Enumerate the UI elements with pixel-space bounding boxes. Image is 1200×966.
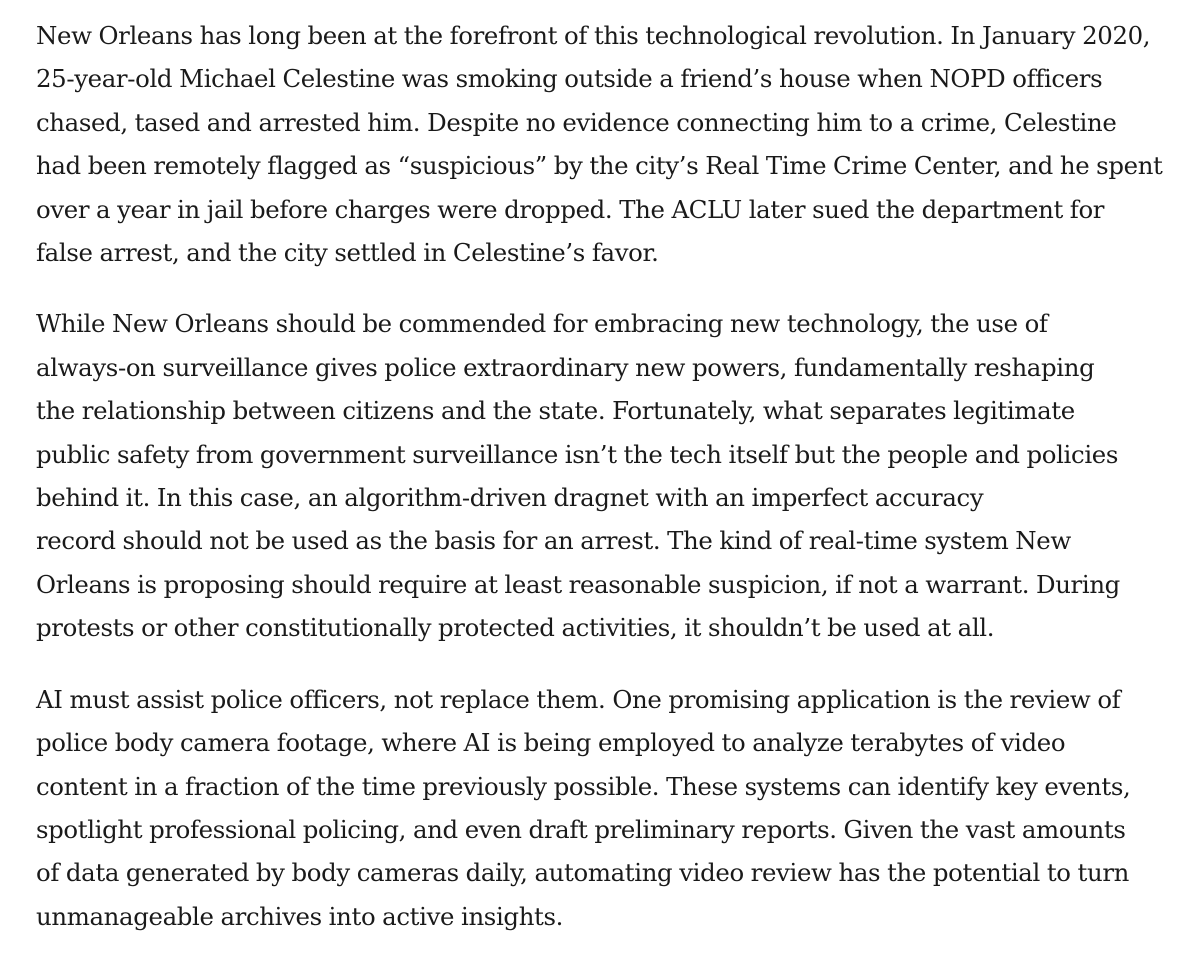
text-line: protests or other constitutionally protected activities, it shouldn’t be used at all. bbox=[36, 613, 995, 643]
text-line: public safety from government surveillance isn’t the tech itself but the people and policies bbox=[36, 439, 1119, 469]
paragraph-2 bbox=[36, 302, 1186, 649]
text-line: unmanageable archives into active insights. bbox=[36, 901, 564, 931]
text-line: the relationship between citizens and the state. Fortunately, what separates legitimate bbox=[36, 396, 1075, 426]
paragraph-1 bbox=[36, 14, 1186, 274]
text-line: While New Orleans should be commended for embracing new technology, the use of bbox=[36, 309, 1048, 339]
text-line: New Orleans has long been at the forefront of this technological revolution. In January 2020, bbox=[36, 21, 1151, 50]
text-line: false arrest, and the city settled in Celestine’s favor. bbox=[36, 238, 659, 268]
paragraph-3 bbox=[36, 678, 1186, 938]
text-line: Orleans is proposing should require at least reasonable suspicion, if not a warrant. During bbox=[36, 569, 1120, 599]
text-line: content in a fraction of the time previously possible. These systems can identify key events, bbox=[36, 771, 1131, 801]
text-line: record should not be used as the basis for an arrest. The kind of real-time system New bbox=[36, 526, 1071, 556]
article-body bbox=[36, 14, 1186, 966]
text-line: spotlight professional policing, and even draft preliminary reports. Given the vast amounts bbox=[36, 814, 1126, 844]
text-line: AI must assist police officers, not replace them. One promising application is the review of bbox=[36, 684, 1121, 714]
text-line: 25-year-old Michael Celestine was smoking outside a friend’s house when NOPD officers bbox=[36, 64, 1103, 94]
text-line: chased, tased and arrested him. Despite no evidence connecting him to a crime, Celestine bbox=[36, 107, 1117, 137]
text-line: over a year in jail before charges were dropped. The ACLU later sued the department for bbox=[36, 194, 1105, 224]
text-line: always-on surveillance gives police extraordinary new powers, fundamentally reshaping bbox=[36, 352, 1095, 382]
text-line: of data generated by body cameras daily, automating video review has the potential to turn bbox=[36, 858, 1129, 888]
text-line: had been remotely flagged as “suspicious” by the city’s Real Time Crime Center, and he spent bbox=[36, 151, 1163, 181]
text-line: behind it. In this case, an algorithm-driven dragnet with an imperfect accuracy bbox=[36, 483, 984, 513]
text-line: police body camera footage, where AI is being employed to analyze terabytes of video bbox=[36, 728, 1066, 758]
